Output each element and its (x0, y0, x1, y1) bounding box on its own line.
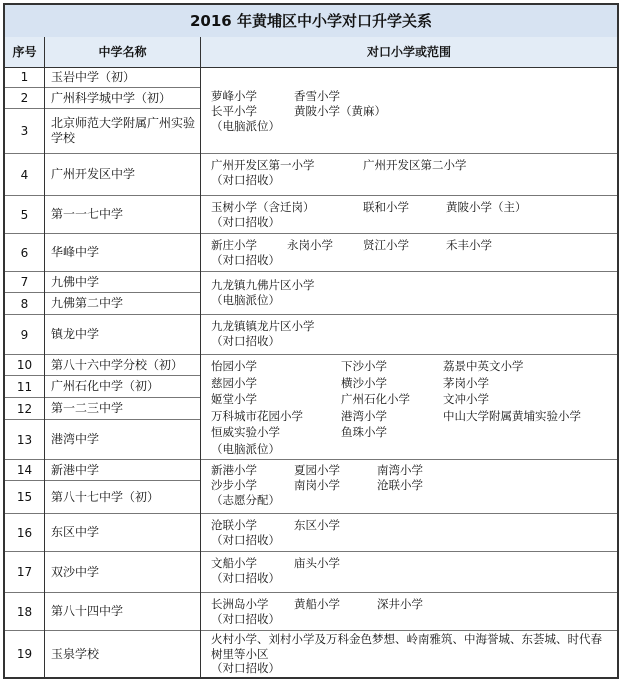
primary-school: 联和小学 (363, 200, 409, 214)
school-name: 第八十四中学 (45, 593, 200, 631)
range-cell (201, 196, 617, 234)
primary-school: 九龙镇九佛片区小学 (211, 278, 315, 292)
row-num: 5 (5, 196, 44, 234)
primary-school: 南岗小学 (294, 478, 340, 492)
allocation-method: （电脑派位） (211, 119, 280, 133)
primary-school: 香雪小学 (294, 89, 340, 103)
primary-school: 黄陂小学（主） (446, 200, 527, 214)
allocation-method: （对口招收） (211, 173, 280, 187)
range-cell (201, 272, 617, 315)
school-name: 新港中学 (45, 460, 200, 481)
allocation-method: （对口招收） (211, 215, 280, 229)
school-name: 港湾中学 (45, 420, 200, 460)
enrollment-table (3, 3, 619, 679)
allocation-method: （对口招收） (211, 612, 280, 626)
primary-school: 夏园小学 (294, 463, 340, 477)
primary-school: 文冲小学 (443, 392, 489, 406)
row-num: 10 (5, 355, 44, 376)
range-cell (201, 552, 617, 593)
range-cell (201, 154, 617, 196)
primary-school: 禾丰小学 (446, 238, 492, 252)
allocation-method: （对口招收） (211, 533, 280, 547)
allocation-method: （对口招收） (211, 571, 280, 585)
school-name: 九佛中学 (45, 272, 200, 293)
primary-school: 深井小学 (377, 597, 423, 611)
primary-school: 东区小学 (294, 518, 340, 532)
allocation-method: （志愿分配） (211, 493, 280, 507)
primary-school: 怡园小学 (211, 359, 257, 373)
primary-school: 永岗小学 (287, 238, 333, 252)
primary-school: 下沙小学 (341, 359, 387, 373)
allocation-method: （对口招收） (211, 334, 280, 348)
row-num: 4 (5, 154, 44, 196)
primary-school: 新庄小学 (211, 238, 257, 252)
primary-school: 广州开发区第二小学 (363, 158, 467, 172)
school-name: 第一一七中学 (45, 196, 200, 234)
primary-school: 广州开发区第一小学 (211, 158, 315, 172)
row-num: 12 (5, 398, 44, 420)
school-name: 东区中学 (45, 514, 200, 552)
row-num: 9 (5, 315, 44, 355)
row-num: 16 (5, 514, 44, 552)
school-name: 第八十六中学分校（初） (45, 355, 200, 376)
row-num: 6 (5, 234, 44, 272)
allocation-method: （电脑派位） (211, 293, 280, 307)
school-name: 广州科学城中学（初） (45, 88, 200, 109)
row-num: 18 (5, 593, 44, 631)
primary-school: 贤江小学 (363, 238, 409, 252)
primary-school: 黄陂小学（黄麻） (294, 104, 386, 118)
range-cell (201, 593, 617, 631)
school-name: 华峰中学 (45, 234, 200, 272)
table-header (5, 37, 617, 68)
primary-school: 庙头小学 (294, 556, 340, 570)
row-num: 11 (5, 376, 44, 398)
school-name: 广州石化中学（初） (45, 376, 200, 398)
school-name: 玉岩中学（初） (45, 67, 200, 88)
primary-school: 长平小学 (211, 104, 257, 118)
row-num: 7 (5, 272, 44, 293)
primary-school: 九龙镇镇龙片区小学 (211, 319, 315, 333)
range-cell (201, 355, 617, 460)
primary-school: 黄船小学 (294, 597, 340, 611)
row-num: 1 (5, 67, 44, 88)
range-cell (201, 315, 617, 355)
header-school: 中学名称 (98, 45, 147, 59)
row-num: 17 (5, 552, 44, 593)
school-name: 九佛第二中学 (45, 293, 200, 315)
primary-school: 新港小学 (211, 463, 257, 477)
allocation-method: （电脑派位） (211, 441, 280, 456)
school-name: 广州开发区中学 (45, 154, 200, 196)
primary-school: 姬堂小学 (211, 392, 257, 406)
range-cell (201, 67, 617, 154)
row-num: 15 (5, 481, 44, 514)
primary-school: 玉树小学（含迁岗） (211, 200, 315, 214)
primary-school: 恒威实验小学 (211, 425, 280, 439)
header-num: 序号 (12, 45, 37, 59)
range-cell (201, 234, 617, 272)
school-name: 北京师范大学附属广州实验学校 (45, 109, 200, 154)
row-num: 13 (5, 420, 44, 460)
school-name: 镇龙中学 (45, 315, 200, 355)
primary-school: 横沙小学 (341, 375, 387, 390)
primary-school: 万科城市花园小学 (211, 408, 303, 423)
row-num: 14 (5, 460, 44, 481)
row-num: 2 (5, 88, 44, 109)
range-cell (201, 631, 617, 677)
allocation-method: （对口招收） (211, 253, 280, 267)
primary-school: 萝峰小学 (211, 89, 257, 103)
primary-school: 沧联小学 (377, 478, 423, 492)
row-num: 19 (16, 647, 33, 661)
primary-school: 广州石化小学 (341, 392, 410, 406)
range-cell (201, 460, 617, 514)
primary-school: 沧联小学 (211, 518, 257, 532)
primary-school: 南湾小学 (377, 463, 423, 477)
primary-school: 长洲岛小学 (211, 597, 269, 611)
primary-school: 慈园小学 (211, 375, 257, 390)
primary-school: 文船小学 (211, 556, 257, 570)
primary-school: 中山大学附属黄埔实验小学 (443, 408, 581, 423)
school-name: 玉泉学校 (51, 646, 100, 661)
primary-school: 茅岗小学 (443, 375, 489, 390)
table-title: 2016 年黄埔区中小学对口升学关系 (5, 5, 617, 38)
school-name: 第八十七中学（初） (45, 481, 200, 514)
row-num: 8 (5, 293, 44, 315)
row-num: 3 (5, 109, 44, 154)
primary-school: 鱼珠小学 (341, 425, 387, 439)
catchment-description: 火村小学、刘村小学及万科金色梦想、岭南雅筑、中海誉城、东荟城、时代春树里等小区 (211, 632, 602, 661)
range-cell (201, 514, 617, 552)
header-range: 对口小学或范围 (366, 45, 451, 59)
school-name: 双沙中学 (45, 552, 200, 593)
school-name: 第一二三中学 (45, 398, 200, 420)
primary-school: 沙步小学 (211, 478, 257, 492)
primary-school: 港湾小学 (341, 408, 387, 423)
allocation-method: （对口招收） (211, 661, 280, 675)
primary-school: 荔景中英文小学 (443, 359, 524, 373)
